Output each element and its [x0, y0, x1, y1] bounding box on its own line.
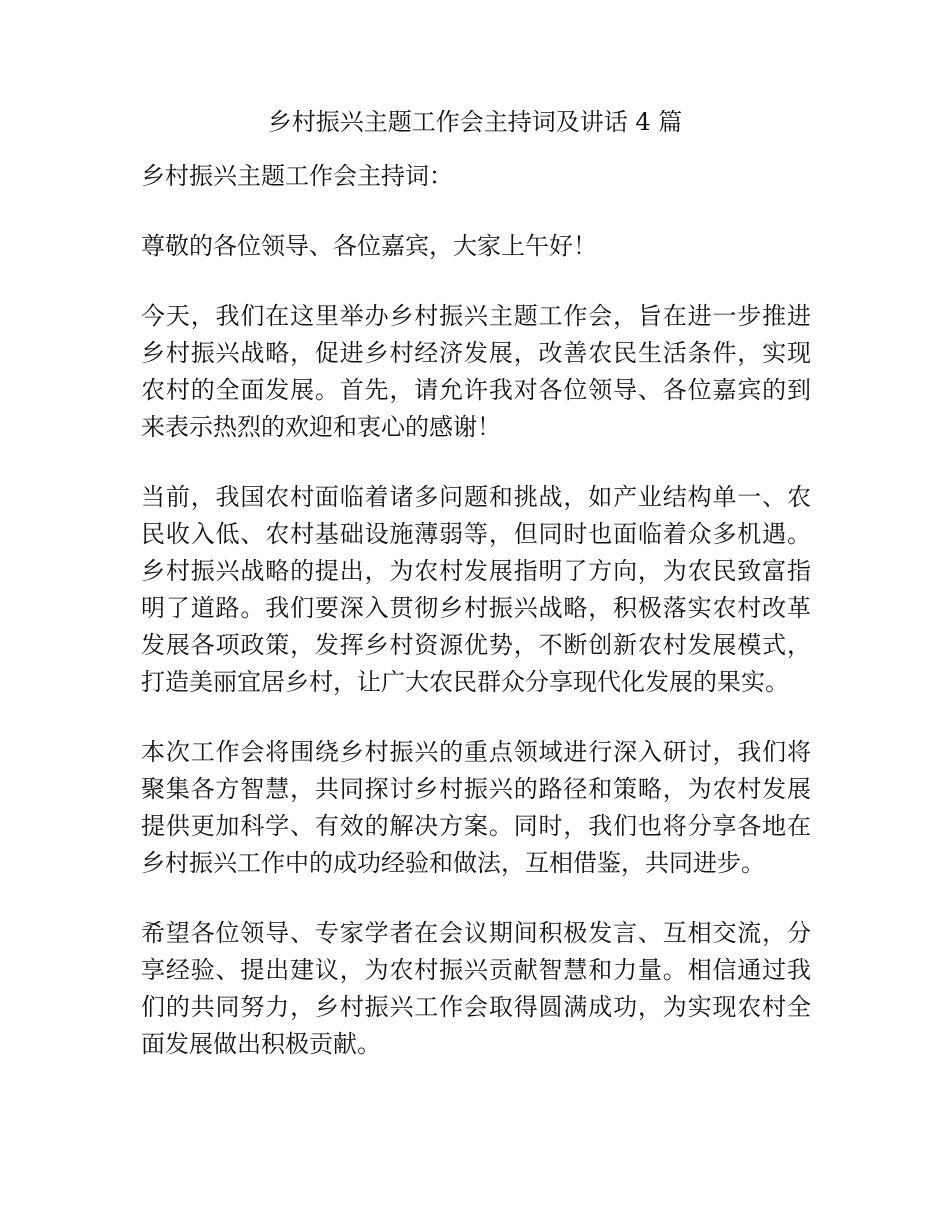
paragraph-line: 来表示热烈的欢迎和衷心的感谢！	[141, 413, 501, 441]
paragraph-line: 明了道路。我们要深入贯彻乡村振兴战略，积极落实农村改革	[141, 594, 811, 622]
paragraph-line: 本次工作会将围绕乡村振兴的重点领域进行深入研讨，我们将	[141, 738, 811, 766]
paragraph-line: 发展各项政策，发挥乡村资源优势，不断创新农村发展模式，	[141, 631, 811, 659]
document-title: 乡村振兴主题工作会主持词及讲话 4 篇	[267, 108, 683, 136]
paragraph-line: 今天，我们在这里举办乡村振兴主题工作会，旨在进一步推进	[141, 302, 811, 330]
paragraph-line: 面发展做出积极贡献。	[141, 1030, 381, 1058]
section-heading: 乡村振兴主题工作会主持词：	[141, 162, 453, 190]
paragraph-line: 乡村振兴战略，促进乡村经济发展，改善农民生活条件，实现	[141, 339, 811, 367]
paragraph-line: 享经验、提出建议，为农村振兴贡献智慧和力量。相信通过我	[141, 956, 811, 984]
paragraph-line: 乡村振兴战略的提出，为农村发展指明了方向，为农民致富指	[141, 557, 811, 585]
paragraph-line: 提供更加科学、有效的解决方案。同时，我们也将分享各地在	[141, 812, 811, 840]
greeting-line: 尊敬的各位领导、各位嘉宾，大家上午好！	[141, 232, 597, 260]
paragraph-line: 希望各位领导、专家学者在会议期间积极发言、互相交流，分	[141, 919, 811, 947]
paragraph-line: 们的共同努力，乡村振兴工作会取得圆满成功，为实现农村全	[141, 993, 811, 1021]
paragraph-line: 当前，我国农村面临着诸多问题和挑战，如产业结构单一、农	[141, 483, 811, 511]
paragraph-line: 聚集各方智慧，共同探讨乡村振兴的路径和策略，为农村发展	[141, 775, 811, 803]
paragraph-line: 打造美丽宜居乡村，让广大农民群众分享现代化发展的果实。	[141, 668, 789, 696]
paragraph-line: 乡村振兴工作中的成功经验和做法，互相借鉴，共同进步。	[141, 849, 765, 877]
paragraph-line: 农村的全面发展。首先，请允许我对各位领导、各位嘉宾的到	[141, 376, 811, 404]
paragraph-line: 民收入低、农村基础设施薄弱等，但同时也面临着众多机遇。	[141, 520, 811, 548]
